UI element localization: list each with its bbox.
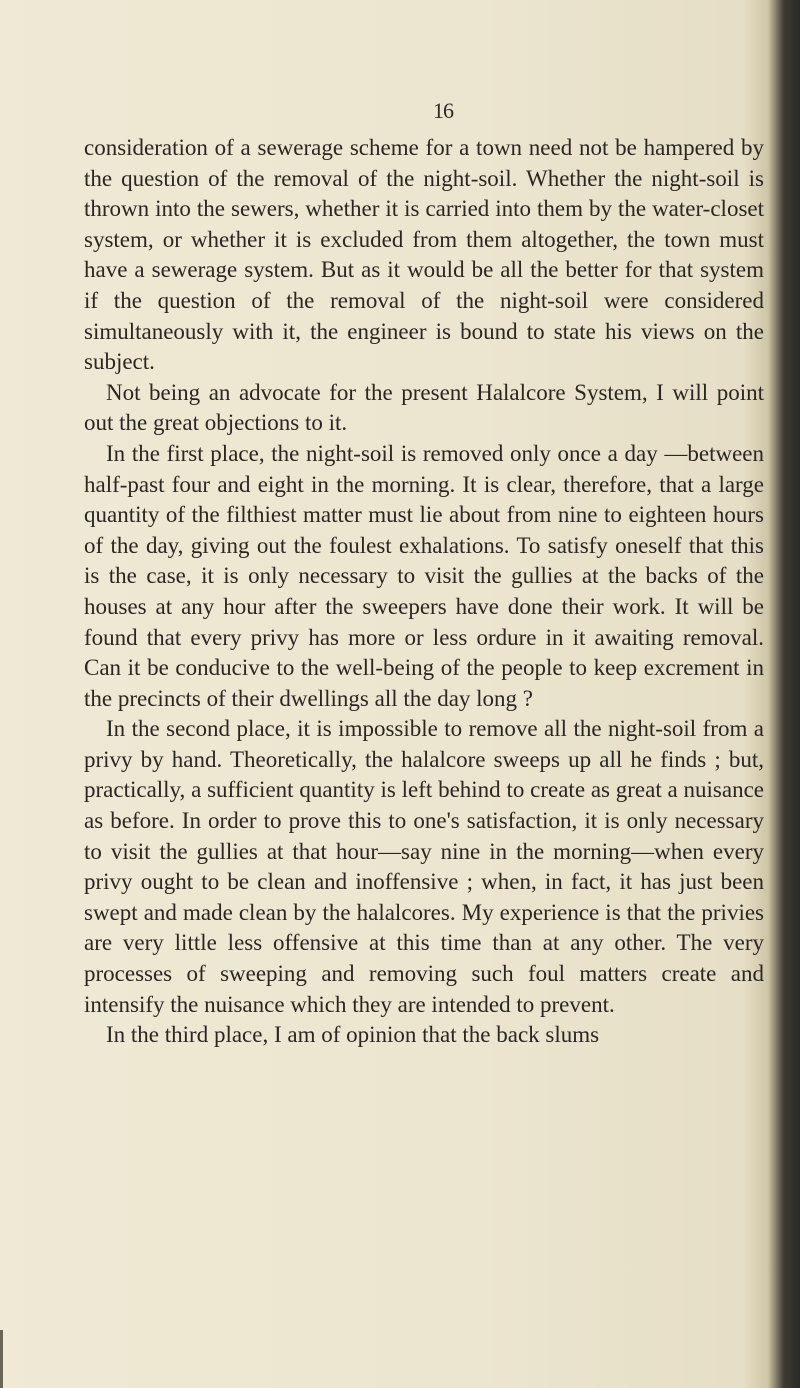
paragraph-halalcore-system: Not being an advocate for the present Halalcore System, I will point out the great objections to it. [84, 379, 764, 436]
paragraph-third-objection: In the third place, I am of opinion that the back slums [106, 1022, 600, 1048]
page-edge-shadow [0, 1330, 3, 1388]
paragraph-second-objection: In the second place, it is impossible to remove all the night-soil from a privy by hand. Theoretically, the halalcore sweeps up all he finds ; but, practically, a sufficient quantity is left behind to create as great a nuisance as before. In order to prove this to one's satisfaction, it is only necessary to visit the gullies at that hour—say nine in the morning—when every privy ought to be clean and inoffensive ; when, in fact, it has just been swept and made clean by the halalcores. My experience is that the privies are very little less offensive at this time than at any other. The very processes of sweeping and removing such foul matters create and intensify the nuisance which they are intended to prevent. [84, 716, 764, 1017]
paragraph-sewerage-scheme: consideration of a sewerage scheme for a town need not be hampered by the question of the removal of the night-soil. Whether the night-soil is thrown into the sewers, whether it is carried into them by the water-closet system, or whether it is excluded from them altogether, the town must have a sewerage system. But as it would be all the better for that system if the question of the removal of the night-soil were considered simultaneously with it, the engineer is bound to state his views on the subject. [84, 135, 764, 375]
page-number: 16 [433, 98, 453, 123]
paragraph-first-objection: In the first place, the night-soil is removed only once a day —between half-past four and eight in the morning. It is clear, therefore, that a large quantity of the filthiest matter must lie about from nine to eighteen hours of the day, giving out the foulest exhalations. To satisfy oneself that this is the case, it is only necessary to visit the gullies at the backs of the houses at any hour after the sweepers have done their work. It will be found that every privy has more or less ordure in it awaiting removal. Can it be conducive to the well-being of the people to keep excrement in the precincts of their dwellings all the day long ? [84, 440, 764, 711]
body-text [84, 133, 764, 1051]
